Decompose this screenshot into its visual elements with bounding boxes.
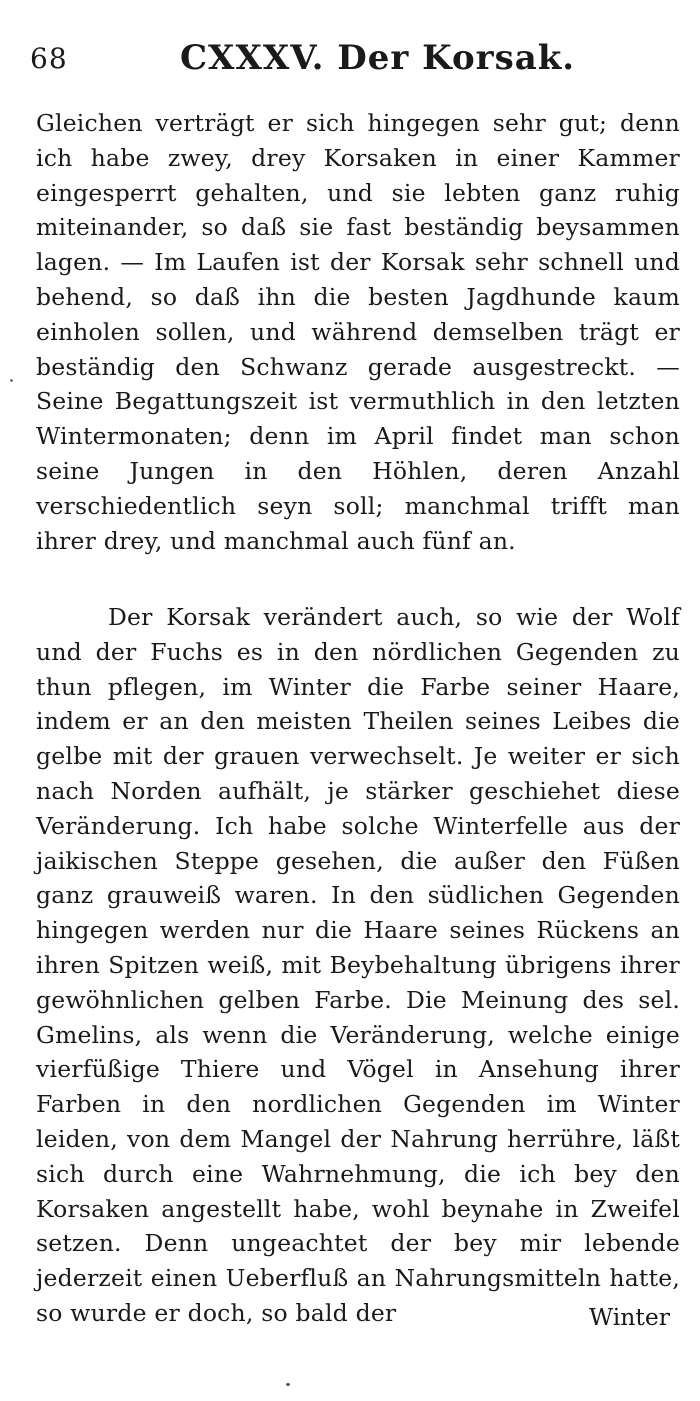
- paragraph-2: [36, 600, 680, 1327]
- page-header: [30, 38, 680, 88]
- page-number: 68: [30, 42, 68, 75]
- paragraph-1: [36, 106, 680, 576]
- paragraph-1-text: Gleichen verträgt er sich hingegen sehr gut; denn ich habe zwey, drey Korsaken in einer Kammer eingesperrt gehalten, und sie lebten ganz ruhig miteinander, so daß sie fast beständig beysammen lagen. — Im Laufen ist der Korsak sehr schnell und behend, so daß ihn die besten Jagdhunde kaum einholen sollen, und während demselben trägt er beständig den Schwanz gerade ausgestreckt. — Seine Begattungszeit ist vermuthlich in den letzten Wintermonaten; denn im April findet man schon seine Jungen in den Höhlen, deren Anzahl verschiedentlich seyn soll; manchmal trifft man ihrer drey, und manchmal auch fünf an.: [36, 109, 680, 555]
- paragraph-2-text: Der Korsak verändert auch, so wie der Wolf und der Fuchs es in den nördlichen Gegenden zu thun pflegen, im Winter die Farbe seiner Haare, indem er an den meisten Theilen seines Leibes die gelbe mit der grauen verwechselt. Je weiter er sich nach Norden aufhält, je stärker geschiehet diese Veränderung. Ich habe solche Winterfelle aus der jaikischen Steppe gesehen, die außer den Füßen ganz grauweiß waren. In den südlichen Gegenden hingegen werden nur die Haare seines Rückens an ihren Spitzen weiß, mit Beybehaltung übrigens ihrer gewöhnlichen gelben Farbe. Die Meinung des sel. Gmelins, als wenn die Veränderung, welche einige vierfüßige Thiere und Vögel in Ansehung ihrer Farben in den nordlichen Gegenden im Winter leiden, von dem Mangel der Nahrung herrühre, läßt sich durch eine Wahrnehmung, die ich bey den Korsaken angestellt habe, wohl beynahe in Zweifel setzen. Denn ungeachtet der bey mir lebende jederzeit einen Ueberfluß an Nahrungsmitteln hatte, so wurde er doch, so bald der: [36, 603, 680, 1327]
- margin-ink-mark: [10, 379, 13, 382]
- catchword: Winter: [589, 1303, 670, 1331]
- running-head: CXXXV. Der Korsak.: [180, 38, 576, 78]
- ink-speck: [286, 1383, 290, 1386]
